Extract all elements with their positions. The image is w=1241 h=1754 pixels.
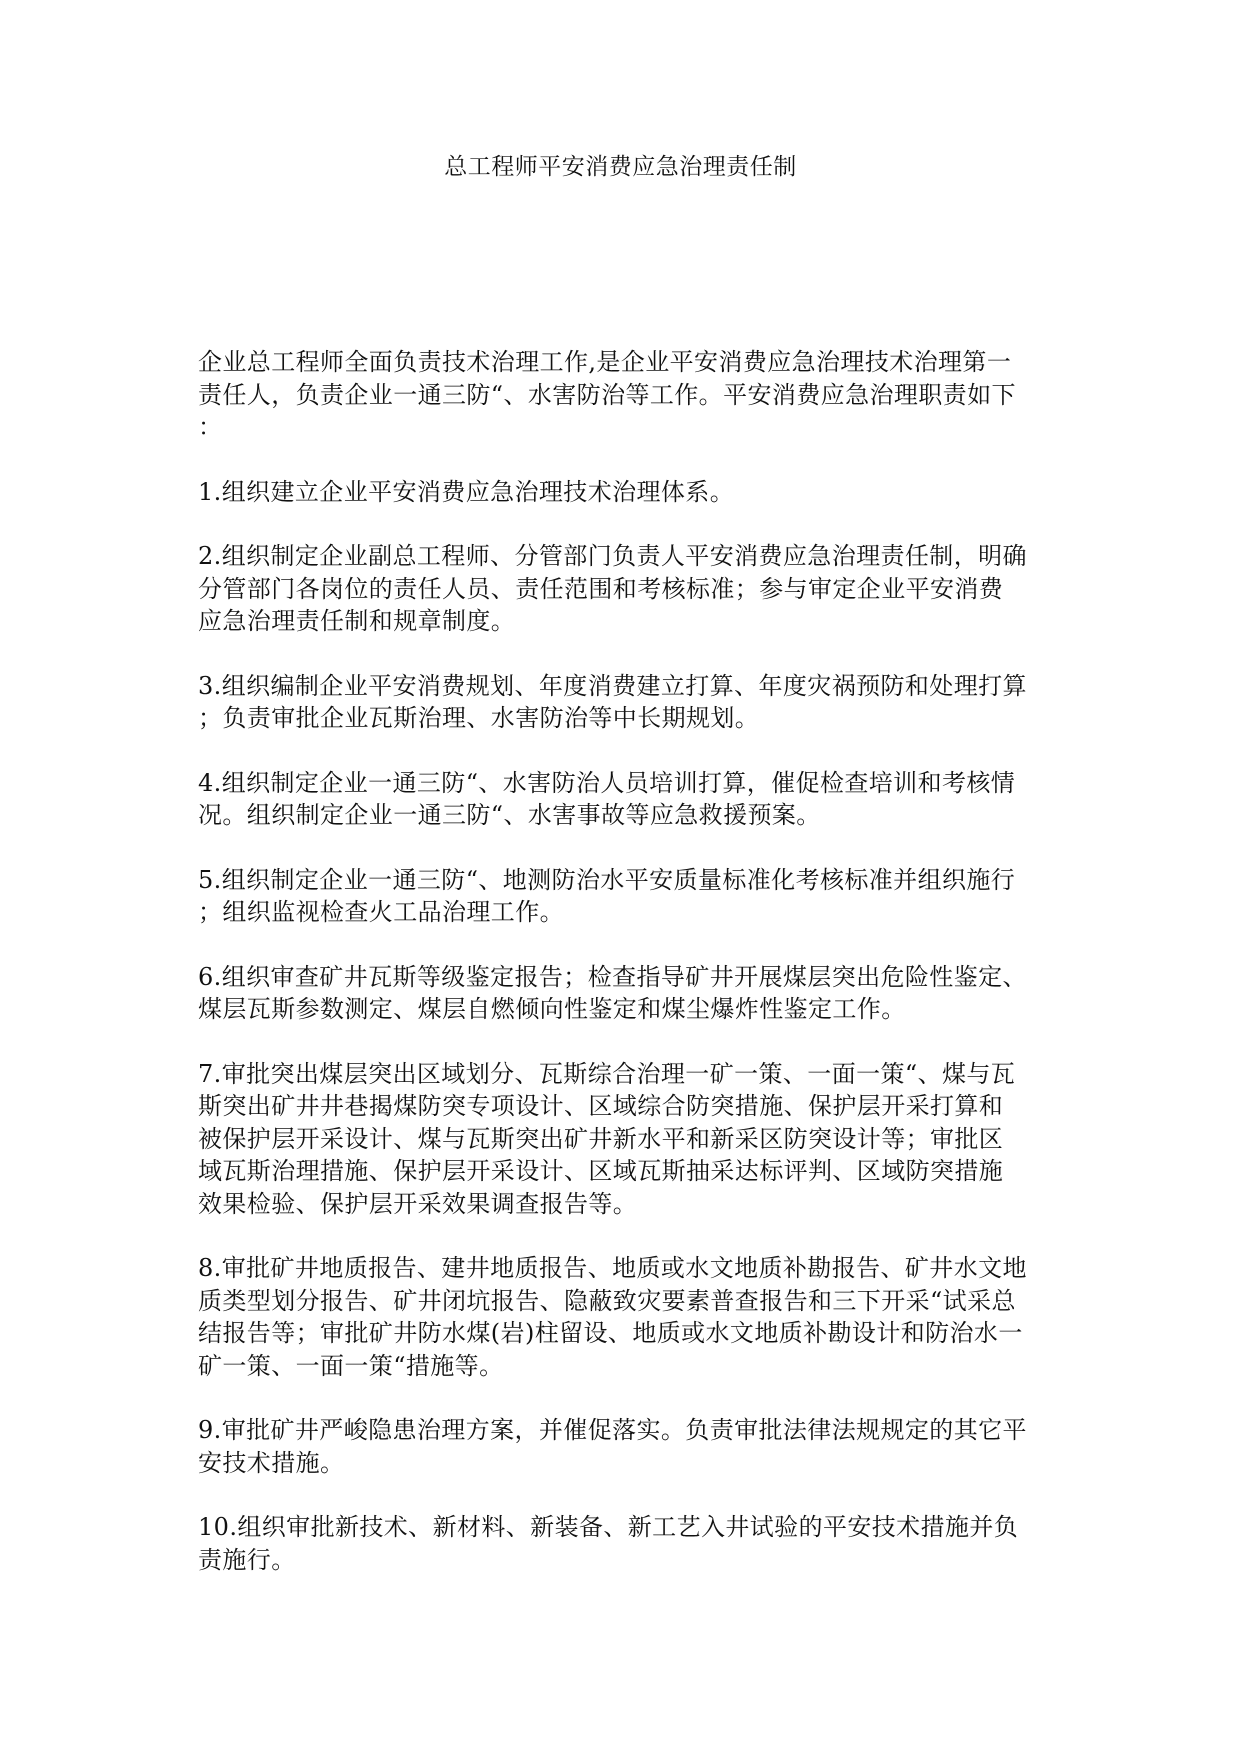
paragraph-line: 结报告等；审批矿井防水煤(岩)柱留设、地质或水文地质补勘设计和防治水一 — [198, 1319, 1023, 1347]
paragraph-line: 斯突出矿井井巷揭煤防突专项设计、区域综合防突措施、保护层开采打算和 — [198, 1092, 1004, 1120]
paragraph — [198, 540, 1050, 638]
paragraph-line: 8.审批矿井地质报告、建井地质报告、地质或水文地质补勘报告、矿井水文地 — [198, 1254, 1027, 1282]
paragraph — [198, 1511, 1050, 1576]
paragraph-line: 7.审批突出煤层突出区域划分、瓦斯综合治理一矿一策、一面一策“、煤与瓦 — [198, 1059, 1016, 1088]
paragraph-line: ： — [198, 413, 223, 441]
paragraph-line: 5.组织制定企业一通三防“、地测防治水平安质量标准化考核标准并组织施行 — [198, 865, 1016, 894]
paragraph — [198, 961, 1050, 1026]
paragraph-line: 分管部门各岗位的责任人员、责任范围和考核标准；参与审定企业平安消费 — [198, 574, 1004, 603]
paragraph — [198, 346, 1050, 444]
paragraph-line: 10.组织审批新技术、新材料、新装备、新工艺入井试验的平安技术措施并负 — [198, 1513, 1019, 1541]
paragraph-line: 企业总工程师全面负责技术治理工作,是企业平安消费应急治理技术治理第一 — [198, 348, 1012, 376]
paragraph — [198, 1058, 1050, 1221]
paragraph-line: 6.组织审查矿井瓦斯等级鉴定报告；检查指导矿井开展煤层突出危险性鉴定、 — [198, 962, 1027, 991]
paragraph-line: 效果检验、保护层开采效果调查报告等。 — [198, 1189, 638, 1218]
paragraph-line: 4.组织制定企业一通三防“、水害防治人员培训打算，催促检查培训和考核情 — [198, 768, 1016, 797]
paragraph-line: 况。组织制定企业一通三防“、水害事故等应急救援预案。 — [198, 801, 821, 829]
paragraph — [198, 864, 1050, 929]
paragraph — [198, 670, 1050, 735]
paragraph-line: 煤层瓦斯参数测定、煤层自燃倾向性鉴定和煤尘爆炸性鉴定工作。 — [198, 995, 906, 1023]
paragraph-line: 2.组织制定企业副总工程师、分管部门负责人平安消费应急治理责任制，明确 — [198, 542, 1027, 570]
paragraph-line: 应急治理责任制和规章制度。 — [198, 607, 516, 635]
paragraph-line: 责施行。 — [198, 1545, 296, 1574]
document-title: 总工程师平安消费应急治理责任制 — [444, 154, 797, 180]
paragraph-line: 1.组织建立企业平安消费应急治理技术治理体系。 — [198, 477, 735, 506]
paragraph — [198, 1414, 1050, 1479]
paragraph-line: 域瓦斯治理措施、保护层开采设计、区域瓦斯抽采达标评判、区域防突措施 — [198, 1157, 1004, 1185]
paragraph — [198, 767, 1050, 832]
paragraph-line: 质类型划分报告、矿井闭坑报告、隐蔽致灾要素普查报告和三下开采“试采总 — [198, 1286, 1016, 1315]
paragraph — [198, 476, 1050, 509]
paragraph-line: ；组织监视检查火工品治理工作。 — [198, 898, 564, 926]
paragraph — [198, 1252, 1050, 1382]
document-body — [198, 346, 1050, 1608]
paragraph-line: 被保护层开采设计、煤与瓦斯突出矿井新水平和新采区防突设计等；审批区 — [198, 1124, 1004, 1153]
paragraph-line: 矿一策、一面一策“措施等。 — [198, 1351, 504, 1380]
paragraph-line: 安技术措施。 — [198, 1448, 345, 1477]
paragraph-line: 9.审批矿井严峻隐患治理方案，并催促落实。负责审批法律法规规定的其它平 — [198, 1416, 1027, 1444]
paragraph-line: 3.组织编制企业平安消费规划、年度消费建立打算、年度灾祸预防和处理打算 — [198, 671, 1027, 700]
paragraph-line: ；负责审批企业瓦斯治理、水害防治等中长期规划。 — [198, 704, 760, 732]
paragraph-line: 责任人，负责企业一通三防“、水害防治等工作。平安消费应急治理职责如下 — [198, 380, 1016, 409]
